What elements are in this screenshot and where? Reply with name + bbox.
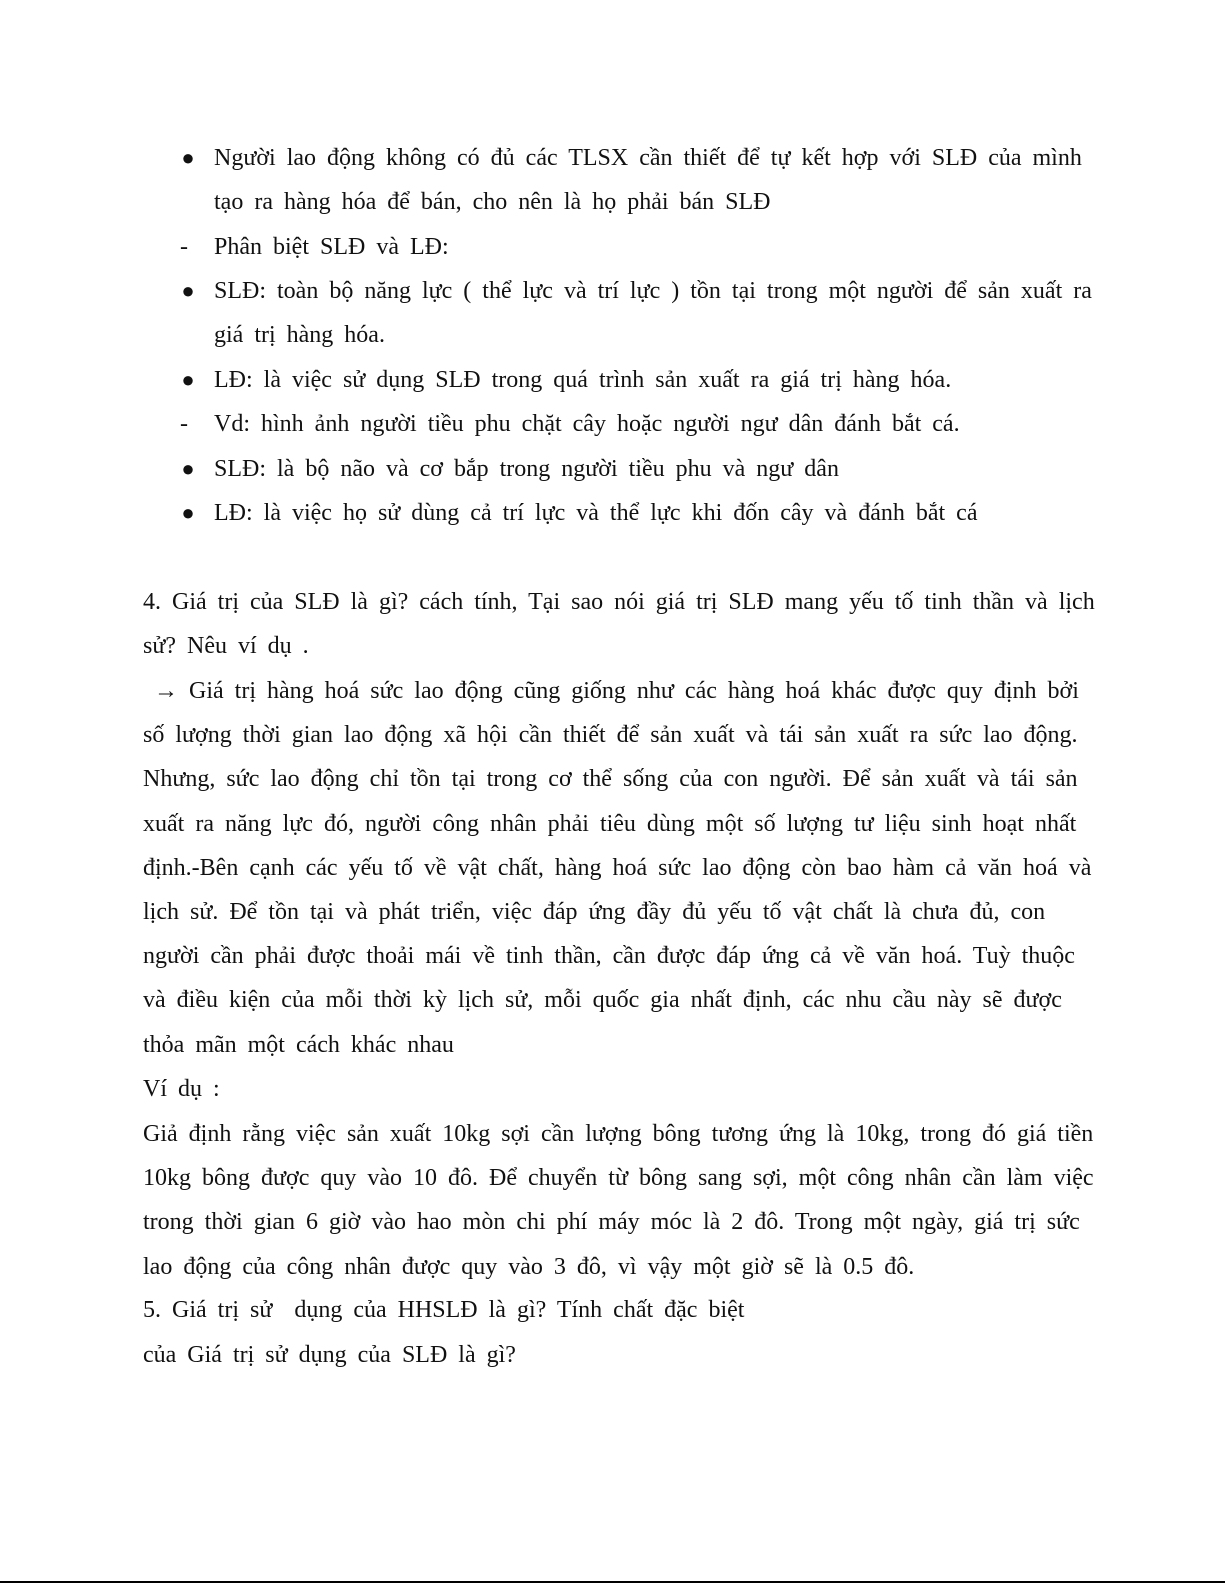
- answer-line: [0, 890, 1225, 934]
- answer-line: [0, 802, 1225, 846]
- question-text: của Giá trị sử dụng của SLĐ là gì?: [143, 1342, 516, 1368]
- bullet-marker: ●: [181, 456, 195, 481]
- question-line: [0, 1333, 1225, 1377]
- answer-line: [0, 713, 1225, 757]
- answer-text: định.-Bên cạnh các yếu tố về vật chất, hàng hoá sức lao động còn bao hàm cả văn hoá và: [143, 855, 1092, 881]
- answer-line: [0, 757, 1225, 801]
- example-line: [0, 1245, 1225, 1289]
- example-text: Giả định rằng việc sản xuất 10kg sợi cần lượng bông tương ứng là 10kg, trong đó giá tiền: [143, 1121, 1094, 1147]
- list-item-text: Vd: hình ảnh người tiều phu chặt cây hoặc người ngư dân đánh bắt cá.: [214, 411, 960, 437]
- page-bottom-edge: [0, 1581, 1225, 1583]
- bullet-marker: ●: [181, 500, 195, 525]
- bullet-marker: ●: [181, 367, 195, 392]
- question-text: sử? Nêu ví dụ .: [143, 633, 309, 659]
- list-item-text: Người lao động không có đủ các TLSX cần thiết để tự kết hợp với SLĐ của mình: [214, 145, 1082, 171]
- list-item-text: SLĐ: toàn bộ năng lực ( thể lực và trí lực ) tồn tại trong một người để sản xuất ra: [214, 278, 1092, 304]
- example-label: [0, 1067, 1225, 1111]
- question-line: [0, 580, 1225, 624]
- list-item-text: LĐ: là việc sử dụng SLĐ trong quá trình sản xuất ra giá trị hàng hóa.: [214, 367, 952, 393]
- answer-text: xuất ra năng lực đó, người công nhân phải tiêu dùng một số lượng tư liệu sinh hoạt nhất: [143, 811, 1077, 837]
- list-item: [0, 136, 1225, 180]
- answer-text: người cần phải được thoải mái về tinh thần, cần được đáp ứng cả về văn hoá. Tuỳ thuộc: [143, 943, 1075, 969]
- answer-line: [0, 978, 1225, 1022]
- list-item-continuation: [0, 313, 1225, 357]
- list-item: [0, 225, 1225, 269]
- answer-text: → Giá trị hàng hoá sức lao động cũng giống như các hàng hoá khác được quy định bởi: [143, 678, 1079, 704]
- example-line: [0, 1200, 1225, 1244]
- dash-marker: -: [180, 234, 188, 260]
- answer-line: [0, 934, 1225, 978]
- dash-marker: -: [180, 411, 188, 437]
- question-text: 5. Giá trị sử dụng của HHSLĐ là gì? Tính chất đặc biệt: [143, 1297, 745, 1323]
- example-line: [0, 1156, 1225, 1200]
- list-item-text: giá trị hàng hóa.: [214, 322, 385, 348]
- list-item: [0, 447, 1225, 491]
- example-line: [0, 1112, 1225, 1156]
- example-label-text: Ví dụ :: [143, 1076, 220, 1102]
- bullet-marker: ●: [181, 145, 195, 170]
- answer-line: [0, 1023, 1225, 1067]
- question-text: 4. Giá trị của SLĐ là gì? cách tính, Tại sao nói giá trị SLĐ mang yếu tố tinh thần và lịch: [143, 589, 1095, 615]
- example-text: trong thời gian 6 giờ vào hao mòn chi phí máy móc là 2 đô. Trong một ngày, giá trị sức: [143, 1209, 1080, 1235]
- answer-text: thỏa mãn một cách khác nhau: [143, 1032, 454, 1058]
- list-item-text: Phân biệt SLĐ và LĐ:: [214, 234, 449, 260]
- question-line: [0, 624, 1225, 668]
- answer-text: Nhưng, sức lao động chỉ tồn tại trong cơ thể sống của con người. Để sản xuất và tái sản: [143, 766, 1078, 792]
- list-item-text: SLĐ: là bộ não và cơ bắp trong người tiều phu và ngư dân: [214, 456, 839, 482]
- list-item: [0, 402, 1225, 446]
- list-item: [0, 358, 1225, 402]
- list-item: [0, 269, 1225, 313]
- list-item-text: LĐ: là việc họ sử dùng cả trí lực và thể lực khi đốn cây và đánh bắt cá: [214, 500, 978, 526]
- list-item-text: tạo ra hàng hóa để bán, cho nên là họ phải bán SLĐ: [214, 189, 771, 215]
- question-line: [0, 1288, 1225, 1332]
- answer-text: lịch sử. Để tồn tại và phát triển, việc đáp ứng đầy đủ yếu tố vật chất là chưa đủ, con: [143, 899, 1046, 925]
- list-item: [0, 491, 1225, 535]
- answer-text: và điều kiện của mỗi thời kỳ lịch sử, mỗi quốc gia nhất định, các nhu cầu này sẽ được: [143, 987, 1062, 1013]
- example-text: 10kg bông được quy vào 10 đô. Để chuyển từ bông sang sợi, một công nhân cần làm việc: [143, 1165, 1094, 1191]
- answer-text: số lượng thời gian lao động xã hội cần thiết để sản xuất và tái sản xuất ra sức lao động.: [143, 722, 1078, 748]
- answer-line: [0, 669, 1225, 713]
- list-item-continuation: [0, 180, 1225, 224]
- example-text: lao động của công nhân được quy vào 3 đô, vì vậy một giờ sẽ là 0.5 đô.: [143, 1254, 915, 1280]
- bullet-marker: ●: [181, 278, 195, 303]
- answer-line: [0, 846, 1225, 890]
